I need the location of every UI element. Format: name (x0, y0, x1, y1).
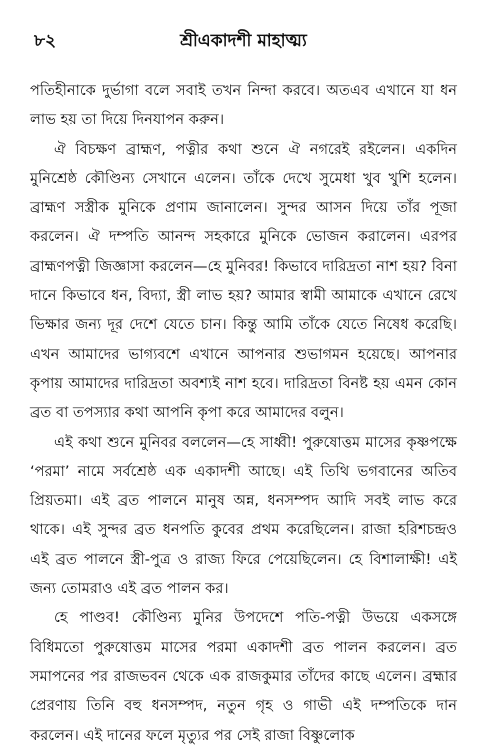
page-number: ৮২ (34, 31, 57, 51)
paragraph: হে পাণ্ডব! কৌণ্ডিন্য মুনির উপদেশে পতি-পত্নী উভয়ে একসঙ্গে বিধিমতো পুরুষোত্তম মাসের পরমা একাদশী ব্রত পালন করলেন। ব্রত সমাপনের পর রাজভবন থেকে এক রাজকুমার তাঁদের কাছে এলেন। ব্রহ্মার প্রেরণায় তিনি বহু ধনসম্পদ, নতুন গৃহ ও গাভী এই দম্পতিকে দান করলেন। এই দানের ফলে মৃত্যুর পর সেই রাজা বিষ্ণুলোক (30, 609, 457, 744)
paragraph: ঐ বিচক্ষণ ব্রাহ্মণ, পত্নীর কথা শুনে ঐ নগরেই রইলেন। একদিন মুনিশ্রেষ্ঠ কৌণ্ডিন্য সেখানে এলেন। তাঁকে দেখে সুমেধা খুব খুশি হলেন। ব্রাহ্মণ সস্ত্রীক মুনিকে প্রণাম জানালেন। সুন্দর আসন দিয়ে তাঁর পূজা করলেন। ঐ দম্পতি আনন্দ সহকারে মুনিকে ভোজন করালেন। এরপর ব্রাহ্মণপত্নী জিজ্ঞাসা করলেন—হে মুনিবর! কিভাবে দারিদ্রতা নাশ হয়? বিনা দানে কিভাবে ধন, বিদ্যা, স্ত্রী লাভ হয়? আমার স্বামী আমাকে এখানে রেখে ভিক্ষার জন্য দূর দেশে যেতে চান। কিন্তু আমি তাঁকে যেতে নিষেধ করেছি। এখন আমাদের ভাগ্যবশে এখানে আপনার শুভাগমন হয়েছে। আপনার কৃপায় আমাদের দারিদ্রতা অবশ্যই নাশ হবে। দারিদ্রতা বিনষ্ট হয় এমন কোন ব্রত বা তপস্যার কথা আপনি কৃপা করে আমাদের বলুন। (30, 140, 457, 422)
paragraph: এই কথা শুনে মুনিবর বললেন—হে সাধ্বী! পুরুষোত্তম মাসের কৃষ্ণপক্ষে ‘পরমা’ নামে সর্বশ্রেষ্ঠ এক একাদশী আছে। এই তিথি ভগবানের অতিব প্রিয়তমা। এই ব্রত পালনে মানুষ অন্ন, ধনসম্পদ আদি সবই লাভ করে থাকে। এই সুন্দর ব্রত ধনপতি কুবের প্রথম করেছিলেন। রাজা হরিশচন্দ্রও এই ব্রত পালনে স্ত্রী-পুত্র ও রাজ্য ফিরে পেয়েছিলেন। হে বিশালাক্ষী! এই জন্য তোমরাও এই ব্রত পালন কর। (30, 433, 457, 598)
running-title: শ্রীএকাদশী মাহাত্ম্য (180, 31, 307, 51)
body-text (30, 76, 457, 750)
paragraph: পতিহীনাকে দুর্ভাগা বলে সবাই তখন নিন্দা করবে। অতএব এখানে যা ধন লাভ হয় তা দিয়ে দিনযাপন করুন। (30, 82, 457, 129)
page-header (30, 22, 457, 56)
